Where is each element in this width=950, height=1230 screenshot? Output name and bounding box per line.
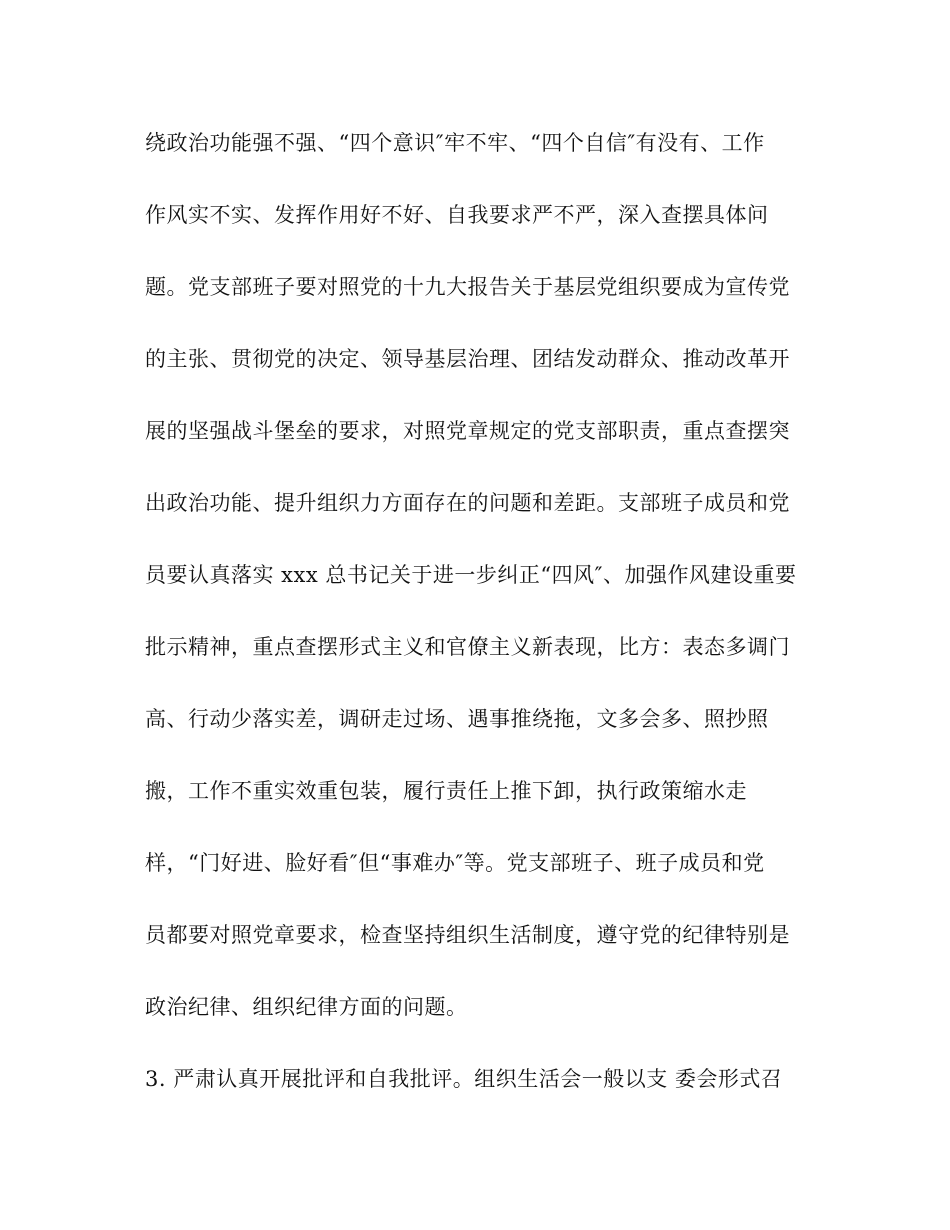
text-line-8: 批示精神，重点查摆形式主义和官僚主义新表现，比方：表态多调门 [145, 635, 790, 659]
text-line-9: 高、行动少落实差，调研走过场、遇事推绕拖，文多会多、照抄照 [145, 707, 769, 731]
text-line-3: 题。党支部班子要对照党的十九大报告关于基层党组织要成为宣传党 [145, 275, 790, 299]
text-line-2: 作风实不实、发挥作用好不好、自我要求严不严，深入查摆具体问 [145, 203, 769, 227]
text-line-6: 出政治功能、提升组织力方面存在的问题和差距。支部班子成员和党 [145, 491, 790, 515]
text-line-5: 展的坚强战斗堡垒的要求，对照党章规定的党支部职责，重点查摆突 [145, 419, 790, 443]
text-line-1: 绕政治功能强不强、“四个意识″牢不牢、“四个自信″有没有、工作 [145, 131, 765, 155]
text-line-4: 的主张、贯彻党的决定、领导基层治理、团结发动群众、推动改革开 [145, 347, 790, 371]
text-line-11: 样，“门好进、脸好看″但“事难办″等。党支部班子、班子成员和党 [145, 851, 765, 875]
text-line-10: 搬，工作不重实效重包装，履行责任上推下卸，执行政策缩水走 [145, 779, 747, 803]
text-line-14: 3. 严肃认真开展批评和自我批评。组织生活会一般以支 委会形式召 [145, 1067, 783, 1091]
text-line-12: 员都要对照党章要求，检查坚持组织生活制度，遵守党的纪律特别是 [145, 923, 790, 947]
text-line-13: 政治纪律、组织纪律方面的问题。 [145, 995, 468, 1019]
text-line-7: 员要认真落实 xxx 总书记关于进一步纠正“四风″、加强作风建设重要 [145, 563, 797, 587]
